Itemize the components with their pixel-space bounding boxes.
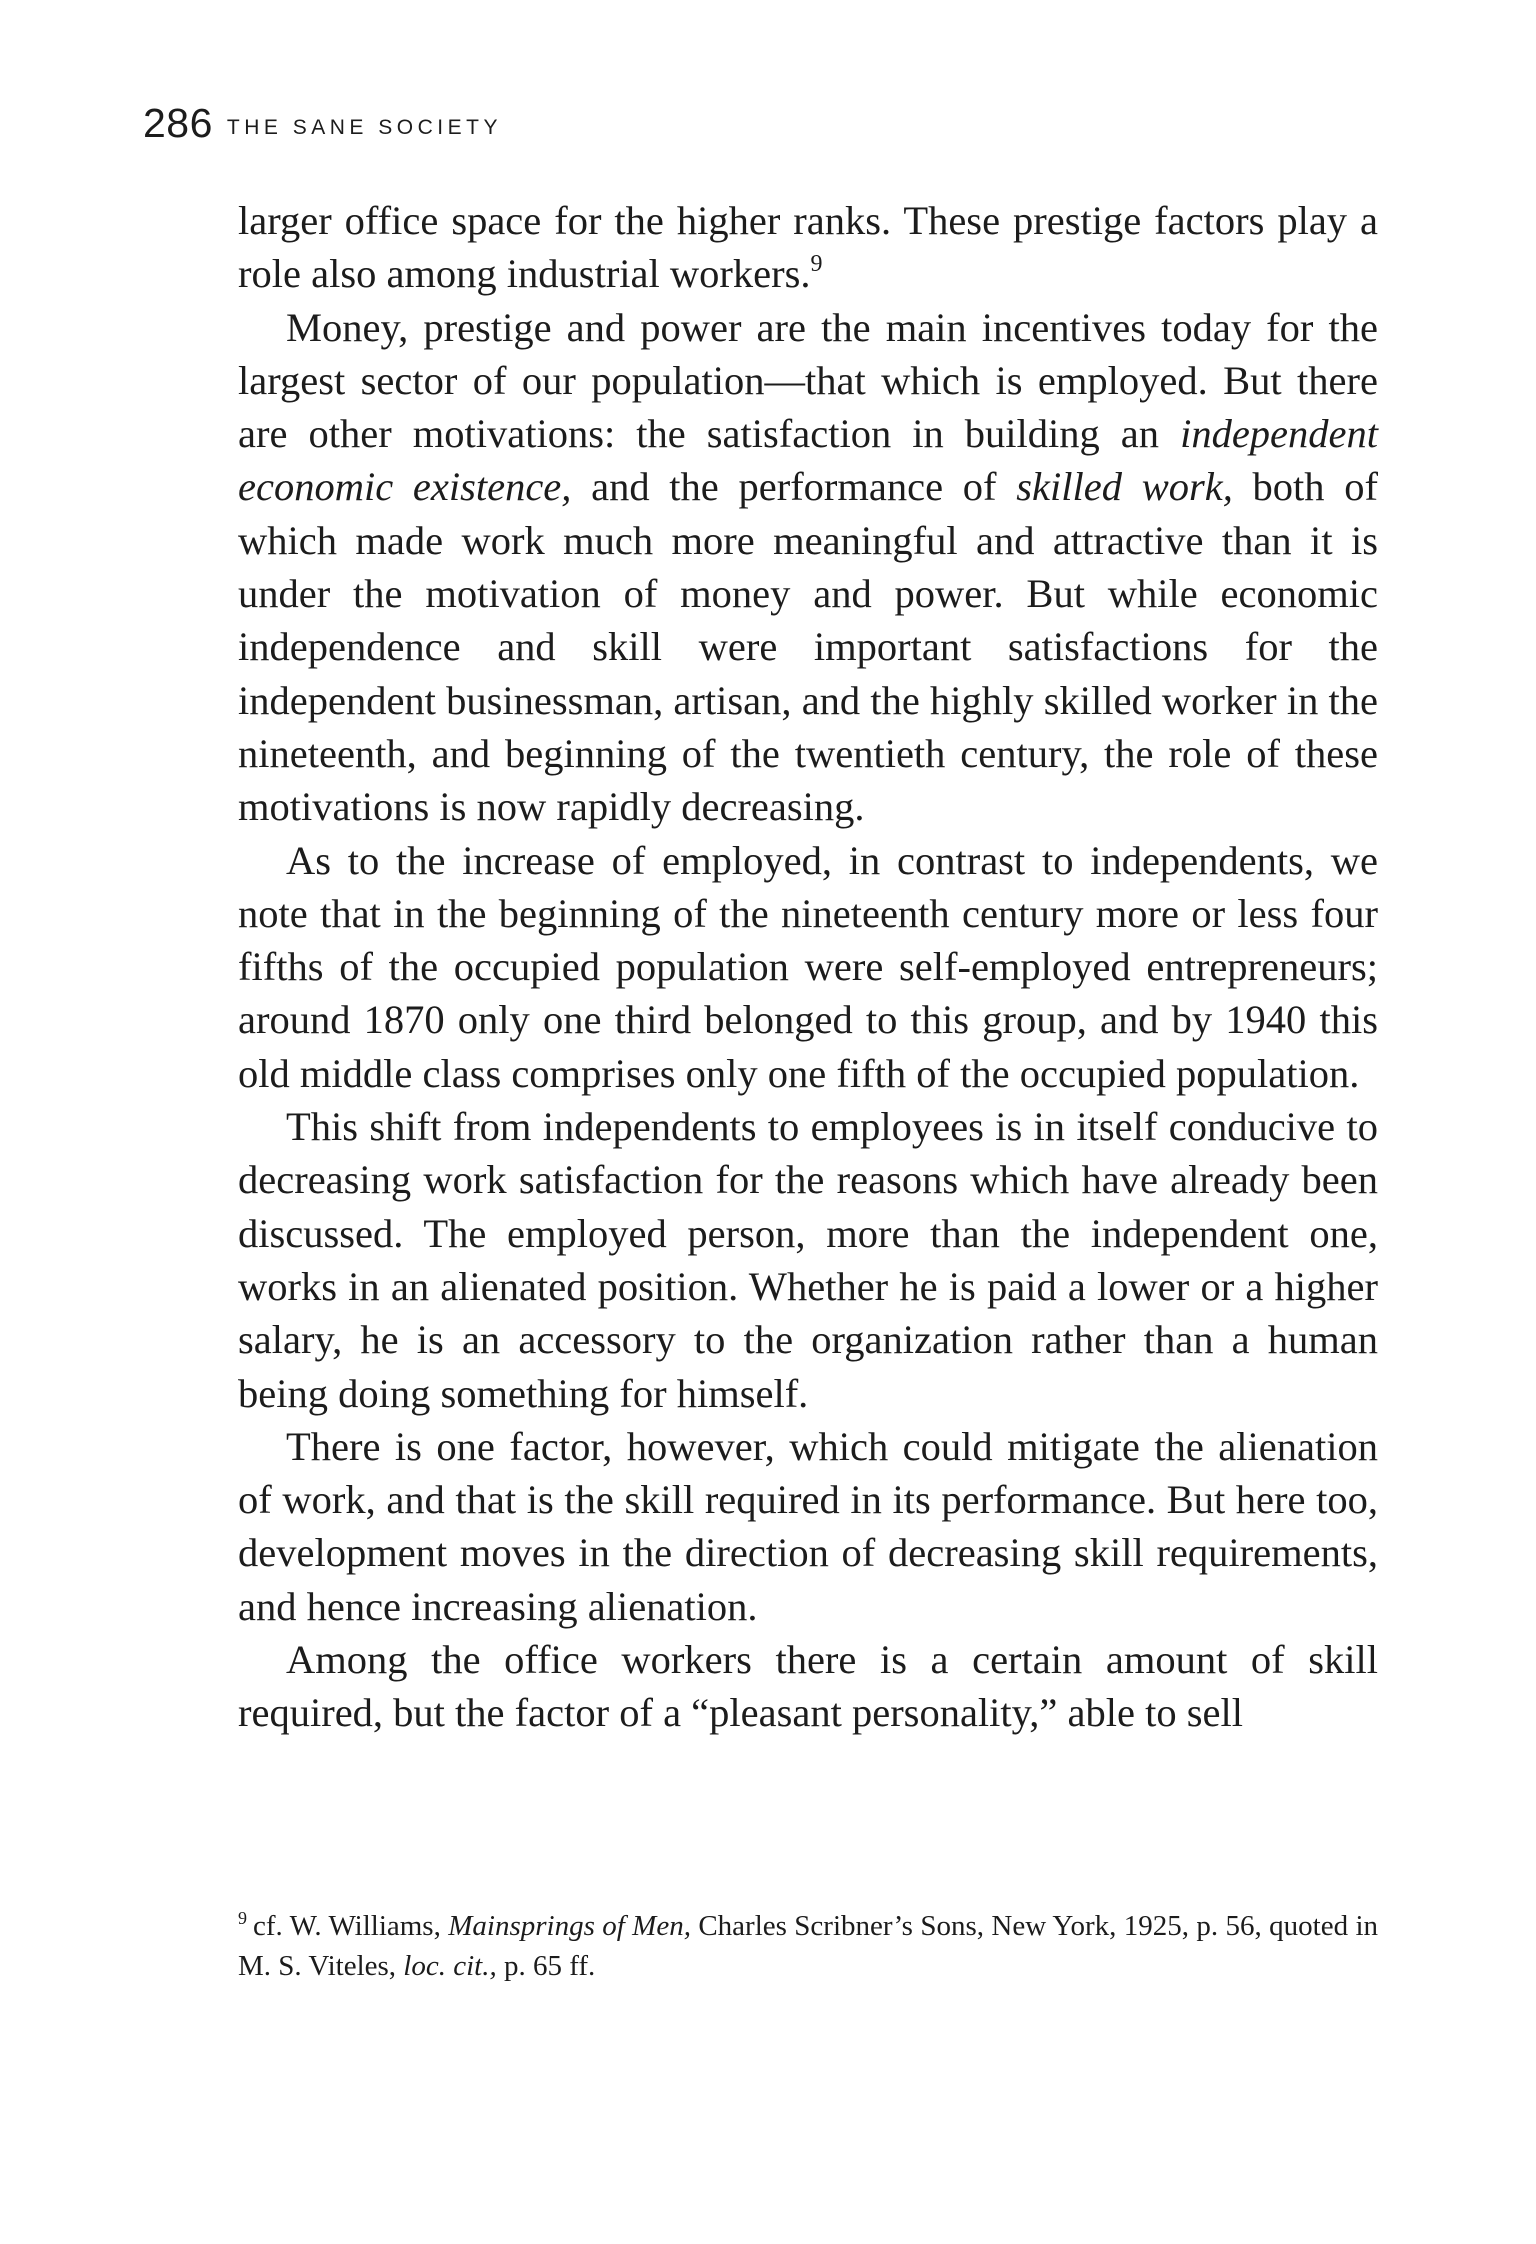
footnote-9: [238, 1906, 1378, 1986]
italic-independent-economic-existence: independent economic existence,: [238, 411, 1378, 510]
paragraph-2-text-c: both of which made work much more meaningful and attractive than it is under the motivation of money and power. But while economic independence and skill were important satisfactions for the independent businessman, artisan, and the highly skilled worker in the nineteenth, and beginning of the twentieth century, the role of these motivations is now rapidly decreasing.: [238, 464, 1378, 830]
paragraph-3: As to the increase of employed, in contrast to independents, we note that in the beginning of the nineteenth century more or less four fifths of the occupied population were self-employed entrepreneurs; around 1870 only one third belonged to this group, and by 1940 this old middle class comprises only one fifth of the occupied population.: [238, 837, 1378, 1096]
footnotes: [238, 1906, 1378, 1986]
footnote-book-title: Mainsprings of Men,: [448, 1910, 691, 1942]
footnote-marker: 9: [238, 1908, 247, 1929]
running-head: [143, 100, 502, 147]
paragraph-4: This shift from independents to employees is in itself conducive to decreasing work satisfaction for the reasons which have already been discussed. The employed person, more than the independent one, works in an alienated position. Whether he is paid a lower or a higher salary, he is an accessory to the organization rather than a human being doing something for himself.: [238, 1104, 1378, 1416]
paragraph-2-text-b: and the performance of: [571, 464, 1017, 510]
paragraph-2-text-a: Money, prestige and power are the main incentives today for the largest sector of our population—that which is employed. But there are other motivations: the satisfaction in building an: [238, 304, 1378, 457]
italic-skilled-work: skilled work,: [1016, 464, 1233, 510]
footnote-reference: 9: [810, 250, 823, 277]
body-text: [238, 194, 1378, 1740]
running-title: THE SANE SOCIETY: [226, 116, 502, 139]
footnote-text-a: cf. W. Williams,: [253, 1910, 449, 1942]
footnote-text-b: Charles Scribner’s Sons, New York, 1925, p. 56, quoted in M. S. Viteles,: [238, 1910, 1379, 1982]
paragraph-5: There is one factor, however, which could mitigate the alienation of work, and that is the skill required in its performance. But here too, development moves in the direction of decreasing skill requirements, and hence increasing alienation.: [238, 1423, 1378, 1629]
footnote-text-c: p. 65 ff.: [496, 1950, 596, 1982]
paragraph-2: [238, 301, 1378, 834]
paragraph-1: [238, 194, 1378, 301]
page-number: 286: [143, 100, 213, 146]
footnote-loc-cit: loc. cit.,: [403, 1950, 497, 1982]
paragraph-6: Among the office workers there is a certain amount of skill required, but the factor of a “pleasant personality,” able to sell: [238, 1637, 1378, 1736]
paragraph-1-text: larger office space for the higher ranks. These prestige factors play a role also among industrial workers.: [238, 198, 1378, 297]
